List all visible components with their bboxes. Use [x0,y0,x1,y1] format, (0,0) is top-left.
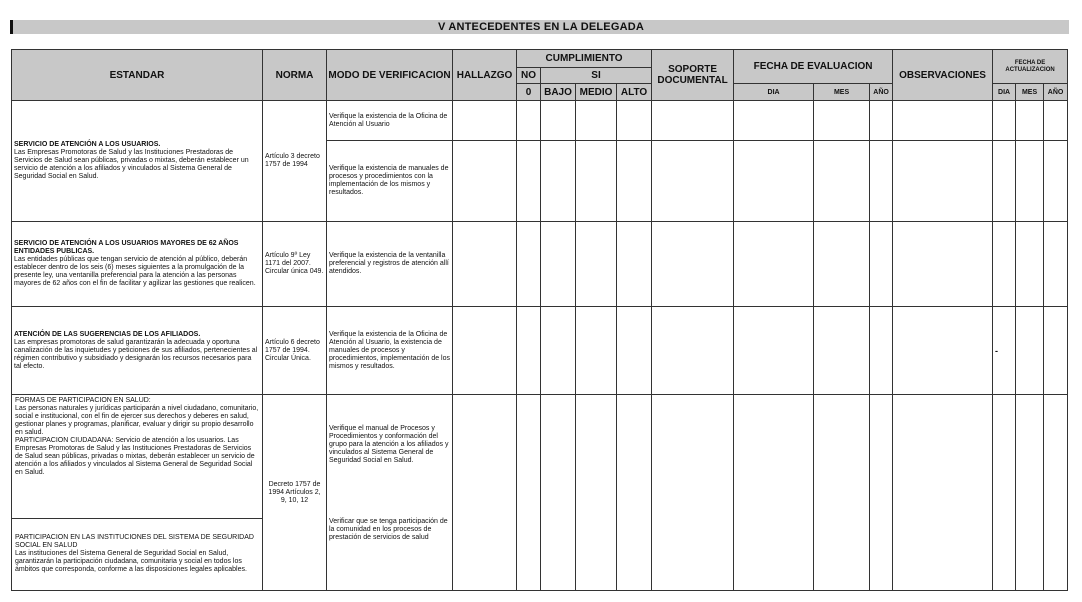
table-row [12,395,1068,519]
header-observaciones: OBSERVACIONES [893,50,993,101]
estandar-title: ATENCIÓN DE LAS SUGERENCIAS DE LOS AFILIADOS. [14,330,201,338]
header-dia: DIA [734,84,814,101]
estandar-text: FORMAS DE PARTICIPACION EN SALUD: Las personas naturales y jurídicas participarán a nivel ciudadano, comunitario, social e institucional, con el fin de ejercer sus derechos y deberes en salud, gestionar planes y programas, planificar, evaluar y dirigir su propio desarrollo en salud. PARTICIPACION CIUDADANA: Servicio de atención a los usuarios. Las Empresas Promotoras de Salud y las Instituciones Prestadoras de Servicios de Salud sean públicas, privadas o mixtas, deberán establecer un servicio de atención a los afiliados y vinculados al Sistema General de Seguridad Social en Salud. [15,397,259,476]
header-fecha-actualizacion: FECHA DE ACTUALIZACION [993,50,1068,84]
norma-cell: Artículo 9º Ley 1171 del 2007. Circular única 049. [263,222,327,307]
header-modo: MODO DE VERIFICACION [327,50,453,101]
table-row [12,307,1068,395]
estandar-text: Las empresas promotoras de salud garantizarán la adecuada y oportuna canalización de las inquietudes y peticiones de sus afiliados, pertenecientes al régimen contributivo y subsidiado y designarán los recursos necesarios para tal efecto. [14,338,258,370]
section-title: V ANTECEDENTES EN LA DELEGADA [10,20,1069,34]
header-cumplimiento: CUMPLIMIENTO [517,50,652,68]
header-alto: ALTO [617,84,652,101]
header-act-dia: DIA [993,84,1016,101]
estandar-cell [12,395,263,519]
header-estandar: ESTANDAR [12,50,263,101]
header-act-ano: AÑO [1044,84,1068,101]
table-row [12,101,1068,141]
header-act-mes: MES [1016,84,1044,101]
norma-cell: Artículo 3 decreto 1757 de 1994 [263,101,327,222]
modo-cell: Verifique la existencia de la ventanilla preferencial y registros de atención allí atendidos. [327,222,453,307]
modo-cell: Verifique la existencia de la Oficina de Atención al Usuario, la existencia de manuales de procesos y procedimientos, implementación de los mismos y resultados. [327,307,453,395]
header-hallazgo: HALLAZGO [453,50,517,101]
header-no: NO [517,68,541,84]
estandar-text: Las entidades públicas que tengan servicio de atención al público, deberán establecer dentro de los seis (6) meses siguientes a la promulgación de la presente ley, una ventanilla preferencial para la atención a las personas mayores de 62 años con el fin de facilitar y agilizar las gestiones que realicen. [14,256,256,287]
estandar-text: PARTICIPACION EN LAS INSTITUCIONES DEL SISTEMA DE SEGURIDAD SOCIAL EN SALUD Las instituciones del Sistema General de Seguridad Social en Salud, garantizarán la participación ciudadana, comunitaria y social en todos los ámbitos que corresponda, conforme a las disposiciones legales aplicables. [15,534,254,573]
header-soporte: SOPORTE DOCUMENTAL [652,50,734,101]
header-fecha-evaluacion: FECHA DE EVALUACION [734,50,893,84]
header-si: SI [541,68,652,84]
header-cero: 0 [517,84,541,101]
modo-cell: Verifique la existencia de manuales de procesos y procedimientos con la implementación de los mismos y resultados. [327,141,453,222]
estandar-cell [12,307,263,395]
header-medio: MEDIO [576,84,617,101]
header-norma: NORMA [263,50,327,101]
table-row [12,222,1068,307]
observaciones-cell: - [993,307,1016,395]
estandar-title: SERVICIO DE ATENCIÓN A LOS USUARIOS. [14,141,161,148]
estandar-title: SERVICIO DE ATENCIÓN A LOS USUARIOS MAYORES DE 62 AÑOS ENTIDADES PUBLICAS. [14,240,239,255]
estandar-cell [12,222,263,307]
header-mes: MES [814,84,870,101]
evaluation-table [11,49,1068,591]
estandar-cell [12,101,263,222]
estandar-cell [12,519,263,591]
norma-cell: Artículo 6 decreto 1757 de 1994. Circular Única. [263,307,327,395]
modo-cell: Verifique la existencia de la Oficina de Atención al Usuario [327,101,453,141]
norma-cell: Decreto 1757 de 1994 Artículos 2, 9, 10, 12 [263,395,327,591]
modo-cell: Verifique el manual de Procesos y Procedimientos y conformación del grupo para la atención a los afiliados y vinculados al Sistema General de Seguridad Social en Salud. Verificar que se tenga participación de la comunidad en los procesos de prestación de servicios de salud [327,395,453,591]
header-bajo: BAJO [541,84,576,101]
estandar-text: Las Empresas Promotoras de Salud y las Instituciones Prestadoras de Servicios de Salud sean públicas, privadas o mixtas, deberán establecer un servicio de atención a los afiliados y vinculados al Sistema General de Seguridad Social en Salud. [14,149,249,180]
header-ano: AÑO [870,84,893,101]
